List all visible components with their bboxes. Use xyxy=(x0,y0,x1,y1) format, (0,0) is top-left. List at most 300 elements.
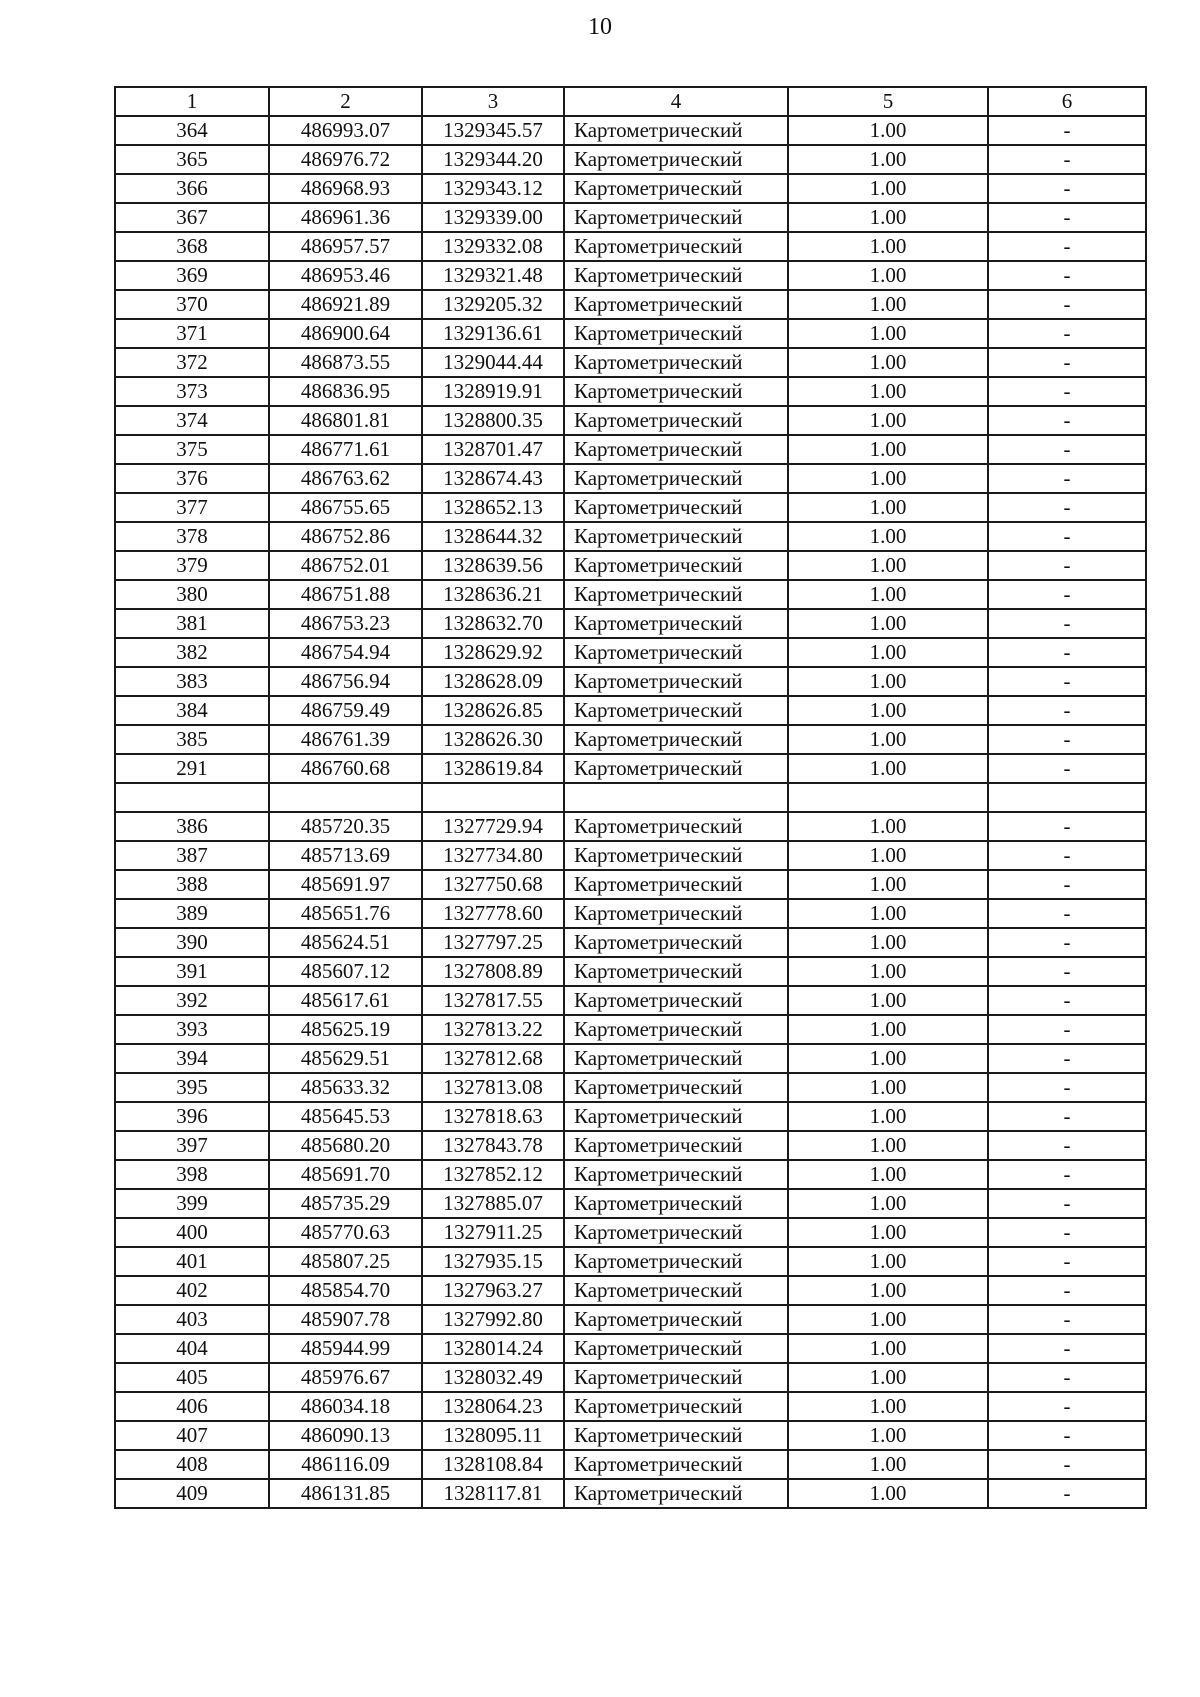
point-number-cell: 403 xyxy=(115,1305,269,1334)
table-row xyxy=(115,348,1146,377)
y-coordinate-cell: 1328644.32 xyxy=(422,522,564,551)
table-row xyxy=(115,609,1146,638)
y-coordinate-cell: 1327992.80 xyxy=(422,1305,564,1334)
table-row xyxy=(115,551,1146,580)
y-coordinate-cell: 1327812.68 xyxy=(422,1044,564,1073)
description-cell: - xyxy=(988,1015,1146,1044)
point-number-cell: 371 xyxy=(115,319,269,348)
x-coordinate-cell: 486760.68 xyxy=(269,754,422,783)
method-cell: Картометрический xyxy=(564,1363,788,1392)
point-number-cell: 370 xyxy=(115,290,269,319)
table-row xyxy=(115,1276,1146,1305)
table-row xyxy=(115,928,1146,957)
description-cell: - xyxy=(988,290,1146,319)
y-coordinate-cell: 1329332.08 xyxy=(422,232,564,261)
method-cell: Картометрический xyxy=(564,609,788,638)
accuracy-cell: 1.00 xyxy=(788,1160,988,1189)
table-row xyxy=(115,580,1146,609)
point-number-cell: 376 xyxy=(115,464,269,493)
method-cell: Картометрический xyxy=(564,174,788,203)
accuracy-cell: 1.00 xyxy=(788,551,988,580)
table-row xyxy=(115,261,1146,290)
method-cell: Картометрический xyxy=(564,1218,788,1247)
description-cell: - xyxy=(988,928,1146,957)
x-coordinate-cell: 485680.20 xyxy=(269,1131,422,1160)
x-coordinate-cell: 485645.53 xyxy=(269,1102,422,1131)
y-coordinate-cell: 1329345.57 xyxy=(422,116,564,145)
accuracy-cell: 1.00 xyxy=(788,377,988,406)
description-cell: - xyxy=(988,435,1146,464)
method-cell: Картометрический xyxy=(564,1305,788,1334)
table-row xyxy=(115,377,1146,406)
table-row xyxy=(115,986,1146,1015)
method-cell: Картометрический xyxy=(564,145,788,174)
point-number-cell: 373 xyxy=(115,377,269,406)
method-cell: Картометрический xyxy=(564,116,788,145)
table-row xyxy=(115,1479,1146,1508)
description-cell: - xyxy=(988,696,1146,725)
y-coordinate-cell: 1327813.22 xyxy=(422,1015,564,1044)
y-coordinate-cell: 1327797.25 xyxy=(422,928,564,957)
method-cell: Картометрический xyxy=(564,377,788,406)
description-cell: - xyxy=(988,725,1146,754)
method-cell: Картометрический xyxy=(564,986,788,1015)
table-row xyxy=(115,957,1146,986)
point-number-cell: 372 xyxy=(115,348,269,377)
description-cell: - xyxy=(988,1160,1146,1189)
method-cell: Картометрический xyxy=(564,203,788,232)
x-coordinate-cell: 486873.55 xyxy=(269,348,422,377)
accuracy-cell: 1.00 xyxy=(788,1392,988,1421)
table-row xyxy=(115,435,1146,464)
description-cell: - xyxy=(988,870,1146,899)
method-cell: Картометрический xyxy=(564,493,788,522)
y-coordinate-cell: 1328619.84 xyxy=(422,754,564,783)
x-coordinate-cell: 486957.57 xyxy=(269,232,422,261)
table-row xyxy=(115,754,1146,783)
table-row xyxy=(115,232,1146,261)
point-number-cell: 386 xyxy=(115,812,269,841)
description-cell: - xyxy=(988,1479,1146,1508)
point-number-cell: 407 xyxy=(115,1421,269,1450)
point-number-cell: 379 xyxy=(115,551,269,580)
x-coordinate-cell: 486755.65 xyxy=(269,493,422,522)
point-number-cell: 408 xyxy=(115,1450,269,1479)
description-cell: - xyxy=(988,1363,1146,1392)
method-cell: Картометрический xyxy=(564,464,788,493)
x-coordinate-cell: 485770.63 xyxy=(269,1218,422,1247)
method-cell: Картометрический xyxy=(564,1421,788,1450)
accuracy-cell: 1.00 xyxy=(788,493,988,522)
method-cell: Картометрический xyxy=(564,754,788,783)
description-cell: - xyxy=(988,116,1146,145)
description-cell: - xyxy=(988,899,1146,928)
method-cell: Картометрический xyxy=(564,1131,788,1160)
point-number-cell: 365 xyxy=(115,145,269,174)
y-coordinate-cell: 1328919.91 xyxy=(422,377,564,406)
accuracy-cell: 1.00 xyxy=(788,986,988,1015)
y-coordinate-cell: 1329136.61 xyxy=(422,319,564,348)
y-coordinate-cell: 1329339.00 xyxy=(422,203,564,232)
accuracy-cell: 1.00 xyxy=(788,116,988,145)
point-number-cell: 367 xyxy=(115,203,269,232)
table-row xyxy=(115,667,1146,696)
description-cell: - xyxy=(988,667,1146,696)
x-coordinate-cell: 485807.25 xyxy=(269,1247,422,1276)
method-cell: Картометрический xyxy=(564,1102,788,1131)
description-cell: - xyxy=(988,1421,1146,1450)
y-coordinate-cell: 1327963.27 xyxy=(422,1276,564,1305)
accuracy-cell: 1.00 xyxy=(788,609,988,638)
x-coordinate-cell: 485907.78 xyxy=(269,1305,422,1334)
y-coordinate-cell: 1328117.81 xyxy=(422,1479,564,1508)
x-coordinate-cell: 486752.01 xyxy=(269,551,422,580)
x-coordinate-cell: 486131.85 xyxy=(269,1479,422,1508)
description-cell: - xyxy=(988,580,1146,609)
y-coordinate-cell: 1328064.23 xyxy=(422,1392,564,1421)
header-cell-3: 3 xyxy=(422,87,564,116)
table-row xyxy=(115,1334,1146,1363)
point-number-cell: 387 xyxy=(115,841,269,870)
point-number-cell: 383 xyxy=(115,667,269,696)
point-number-cell: 392 xyxy=(115,986,269,1015)
description-cell: - xyxy=(988,319,1146,348)
description-cell: - xyxy=(988,1218,1146,1247)
description-cell: - xyxy=(988,261,1146,290)
y-coordinate-cell: 1327729.94 xyxy=(422,812,564,841)
accuracy-cell: 1.00 xyxy=(788,1450,988,1479)
header-cell-2: 2 xyxy=(269,87,422,116)
x-coordinate-cell: 485854.70 xyxy=(269,1276,422,1305)
x-coordinate-cell: 486961.36 xyxy=(269,203,422,232)
y-coordinate-cell: 1329343.12 xyxy=(422,174,564,203)
accuracy-cell: 1.00 xyxy=(788,638,988,667)
table-row xyxy=(115,1160,1146,1189)
x-coordinate-cell: 485607.12 xyxy=(269,957,422,986)
table-row xyxy=(115,725,1146,754)
y-coordinate-cell: 1329321.48 xyxy=(422,261,564,290)
accuracy-cell: 1.00 xyxy=(788,406,988,435)
method-cell: Картометрический xyxy=(564,435,788,464)
accuracy-cell: 1.00 xyxy=(788,899,988,928)
table-row xyxy=(115,783,1146,812)
description-cell: - xyxy=(988,464,1146,493)
description-cell: - xyxy=(988,1392,1146,1421)
table-row xyxy=(115,1450,1146,1479)
table-row xyxy=(115,812,1146,841)
point-number-cell: 399 xyxy=(115,1189,269,1218)
accuracy-cell: 1.00 xyxy=(788,145,988,174)
accuracy-cell: 1.00 xyxy=(788,290,988,319)
x-coordinate-cell: 485625.19 xyxy=(269,1015,422,1044)
accuracy-cell: 1.00 xyxy=(788,1479,988,1508)
accuracy-cell: 1.00 xyxy=(788,1421,988,1450)
table-row xyxy=(115,1218,1146,1247)
method-cell: Картометрический xyxy=(564,841,788,870)
description-cell: - xyxy=(988,551,1146,580)
accuracy-cell: 1.00 xyxy=(788,1189,988,1218)
point-number-cell: 385 xyxy=(115,725,269,754)
y-coordinate-cell: 1328014.24 xyxy=(422,1334,564,1363)
table-row xyxy=(115,696,1146,725)
accuracy-cell: 1.00 xyxy=(788,667,988,696)
method-cell: Картометрический xyxy=(564,319,788,348)
point-number-cell: 380 xyxy=(115,580,269,609)
point-number-cell xyxy=(115,783,269,812)
y-coordinate-cell: 1329044.44 xyxy=(422,348,564,377)
description-cell: - xyxy=(988,1276,1146,1305)
x-coordinate-cell: 486759.49 xyxy=(269,696,422,725)
y-coordinate-cell: 1328032.49 xyxy=(422,1363,564,1392)
x-coordinate-cell: 486900.64 xyxy=(269,319,422,348)
accuracy-cell: 1.00 xyxy=(788,203,988,232)
x-coordinate-cell: 485691.70 xyxy=(269,1160,422,1189)
accuracy-cell: 1.00 xyxy=(788,957,988,986)
method-cell: Картометрический xyxy=(564,261,788,290)
x-coordinate-cell: 486993.07 xyxy=(269,116,422,145)
description-cell xyxy=(988,783,1146,812)
description-cell: - xyxy=(988,1247,1146,1276)
accuracy-cell: 1.00 xyxy=(788,1305,988,1334)
description-cell: - xyxy=(988,1189,1146,1218)
accuracy-cell: 1.00 xyxy=(788,1218,988,1247)
x-coordinate-cell: 485691.97 xyxy=(269,870,422,899)
point-number-cell: 396 xyxy=(115,1102,269,1131)
y-coordinate-cell: 1327843.78 xyxy=(422,1131,564,1160)
y-coordinate-cell: 1327935.15 xyxy=(422,1247,564,1276)
point-number-cell: 406 xyxy=(115,1392,269,1421)
point-number-cell: 390 xyxy=(115,928,269,957)
method-cell xyxy=(564,783,788,812)
point-number-cell: 405 xyxy=(115,1363,269,1392)
header-cell-1: 1 xyxy=(115,87,269,116)
method-cell: Картометрический xyxy=(564,812,788,841)
method-cell: Картометрический xyxy=(564,1334,788,1363)
y-coordinate-cell: 1328800.35 xyxy=(422,406,564,435)
y-coordinate-cell: 1329205.32 xyxy=(422,290,564,319)
table-row xyxy=(115,174,1146,203)
method-cell: Картометрический xyxy=(564,551,788,580)
x-coordinate-cell: 485944.99 xyxy=(269,1334,422,1363)
y-coordinate-cell: 1328628.09 xyxy=(422,667,564,696)
point-number-cell: 377 xyxy=(115,493,269,522)
accuracy-cell: 1.00 xyxy=(788,696,988,725)
description-cell: - xyxy=(988,1044,1146,1073)
accuracy-cell: 1.00 xyxy=(788,1247,988,1276)
table-row xyxy=(115,1073,1146,1102)
x-coordinate-cell: 486801.81 xyxy=(269,406,422,435)
y-coordinate-cell: 1328108.84 xyxy=(422,1450,564,1479)
accuracy-cell: 1.00 xyxy=(788,232,988,261)
y-coordinate-cell: 1328701.47 xyxy=(422,435,564,464)
x-coordinate-cell: 485713.69 xyxy=(269,841,422,870)
point-number-cell: 400 xyxy=(115,1218,269,1247)
table-row xyxy=(115,638,1146,667)
point-number-cell: 391 xyxy=(115,957,269,986)
x-coordinate-cell: 485735.29 xyxy=(269,1189,422,1218)
y-coordinate-cell: 1328095.11 xyxy=(422,1421,564,1450)
point-number-cell: 384 xyxy=(115,696,269,725)
table-row xyxy=(115,1102,1146,1131)
accuracy-cell: 1.00 xyxy=(788,1131,988,1160)
x-coordinate-cell xyxy=(269,783,422,812)
y-coordinate-cell: 1327750.68 xyxy=(422,870,564,899)
y-coordinate-cell: 1327808.89 xyxy=(422,957,564,986)
y-coordinate-cell: 1328636.21 xyxy=(422,580,564,609)
table-header-row xyxy=(115,87,1146,116)
table-row xyxy=(115,1015,1146,1044)
accuracy-cell: 1.00 xyxy=(788,1276,988,1305)
table-row xyxy=(115,899,1146,928)
accuracy-cell: 1.00 xyxy=(788,435,988,464)
method-cell: Картометрический xyxy=(564,1189,788,1218)
description-cell: - xyxy=(988,1450,1146,1479)
point-number-cell: 374 xyxy=(115,406,269,435)
y-coordinate-cell: 1329344.20 xyxy=(422,145,564,174)
method-cell: Картометрический xyxy=(564,1073,788,1102)
method-cell: Картометрический xyxy=(564,667,788,696)
point-number-cell: 397 xyxy=(115,1131,269,1160)
y-coordinate-cell: 1327813.08 xyxy=(422,1073,564,1102)
table-row xyxy=(115,1392,1146,1421)
accuracy-cell xyxy=(788,783,988,812)
description-cell: - xyxy=(988,638,1146,667)
accuracy-cell: 1.00 xyxy=(788,1363,988,1392)
description-cell: - xyxy=(988,1102,1146,1131)
method-cell: Картометрический xyxy=(564,522,788,551)
accuracy-cell: 1.00 xyxy=(788,348,988,377)
header-cell-6: 6 xyxy=(988,87,1146,116)
x-coordinate-cell: 486756.94 xyxy=(269,667,422,696)
y-coordinate-cell: 1327852.12 xyxy=(422,1160,564,1189)
x-coordinate-cell: 486976.72 xyxy=(269,145,422,174)
y-coordinate-cell: 1328626.85 xyxy=(422,696,564,725)
x-coordinate-cell: 486754.94 xyxy=(269,638,422,667)
accuracy-cell: 1.00 xyxy=(788,1073,988,1102)
method-cell: Картометрический xyxy=(564,957,788,986)
table-row xyxy=(115,1305,1146,1334)
description-cell: - xyxy=(988,406,1146,435)
table-row xyxy=(115,319,1146,348)
point-number-cell: 291 xyxy=(115,754,269,783)
accuracy-cell: 1.00 xyxy=(788,812,988,841)
method-cell: Картометрический xyxy=(564,1015,788,1044)
point-number-cell: 375 xyxy=(115,435,269,464)
description-cell: - xyxy=(988,1334,1146,1363)
point-number-cell: 378 xyxy=(115,522,269,551)
accuracy-cell: 1.00 xyxy=(788,261,988,290)
accuracy-cell: 1.00 xyxy=(788,725,988,754)
table-row xyxy=(115,406,1146,435)
point-number-cell: 409 xyxy=(115,1479,269,1508)
x-coordinate-cell: 486968.93 xyxy=(269,174,422,203)
x-coordinate-cell: 486953.46 xyxy=(269,261,422,290)
page-number: 10 xyxy=(588,14,612,40)
table-row xyxy=(115,464,1146,493)
method-cell: Картометрический xyxy=(564,638,788,667)
y-coordinate-cell: 1327817.55 xyxy=(422,986,564,1015)
x-coordinate-cell: 486763.62 xyxy=(269,464,422,493)
x-coordinate-cell: 486116.09 xyxy=(269,1450,422,1479)
point-number-cell: 366 xyxy=(115,174,269,203)
description-cell: - xyxy=(988,754,1146,783)
accuracy-cell: 1.00 xyxy=(788,522,988,551)
y-coordinate-cell xyxy=(422,783,564,812)
description-cell: - xyxy=(988,377,1146,406)
y-coordinate-cell: 1327734.80 xyxy=(422,841,564,870)
y-coordinate-cell: 1328639.56 xyxy=(422,551,564,580)
description-cell: - xyxy=(988,203,1146,232)
table-row xyxy=(115,116,1146,145)
method-cell: Картометрический xyxy=(564,1479,788,1508)
accuracy-cell: 1.00 xyxy=(788,870,988,899)
x-coordinate-cell: 486751.88 xyxy=(269,580,422,609)
x-coordinate-cell: 485633.32 xyxy=(269,1073,422,1102)
description-cell: - xyxy=(988,1305,1146,1334)
y-coordinate-cell: 1328626.30 xyxy=(422,725,564,754)
point-number-cell: 389 xyxy=(115,899,269,928)
method-cell: Картометрический xyxy=(564,406,788,435)
accuracy-cell: 1.00 xyxy=(788,174,988,203)
description-cell: - xyxy=(988,493,1146,522)
x-coordinate-cell: 486771.61 xyxy=(269,435,422,464)
table-row xyxy=(115,1044,1146,1073)
coordinates-table xyxy=(114,86,1147,1509)
table-row xyxy=(115,1421,1146,1450)
accuracy-cell: 1.00 xyxy=(788,841,988,870)
accuracy-cell: 1.00 xyxy=(788,1102,988,1131)
y-coordinate-cell: 1328629.92 xyxy=(422,638,564,667)
table-row xyxy=(115,1189,1146,1218)
point-number-cell: 394 xyxy=(115,1044,269,1073)
point-number-cell: 402 xyxy=(115,1276,269,1305)
x-coordinate-cell: 485720.35 xyxy=(269,812,422,841)
table-row xyxy=(115,1131,1146,1160)
method-cell: Картометрический xyxy=(564,232,788,261)
method-cell: Картометрический xyxy=(564,870,788,899)
x-coordinate-cell: 486761.39 xyxy=(269,725,422,754)
method-cell: Картометрический xyxy=(564,1247,788,1276)
accuracy-cell: 1.00 xyxy=(788,580,988,609)
method-cell: Картометрический xyxy=(564,725,788,754)
point-number-cell: 388 xyxy=(115,870,269,899)
header-cell-4: 4 xyxy=(564,87,788,116)
point-number-cell: 364 xyxy=(115,116,269,145)
table-row xyxy=(115,145,1146,174)
y-coordinate-cell: 1328652.13 xyxy=(422,493,564,522)
x-coordinate-cell: 486753.23 xyxy=(269,609,422,638)
table-row xyxy=(115,290,1146,319)
method-cell: Картометрический xyxy=(564,1160,788,1189)
table-row xyxy=(115,493,1146,522)
description-cell: - xyxy=(988,145,1146,174)
point-number-cell: 395 xyxy=(115,1073,269,1102)
table-row xyxy=(115,522,1146,551)
y-coordinate-cell: 1327818.63 xyxy=(422,1102,564,1131)
method-cell: Картометрический xyxy=(564,928,788,957)
description-cell: - xyxy=(988,1131,1146,1160)
accuracy-cell: 1.00 xyxy=(788,464,988,493)
method-cell: Картометрический xyxy=(564,696,788,725)
description-cell: - xyxy=(988,1073,1146,1102)
accuracy-cell: 1.00 xyxy=(788,1015,988,1044)
x-coordinate-cell: 485651.76 xyxy=(269,899,422,928)
table-row xyxy=(115,1363,1146,1392)
y-coordinate-cell: 1327778.60 xyxy=(422,899,564,928)
accuracy-cell: 1.00 xyxy=(788,928,988,957)
description-cell: - xyxy=(988,957,1146,986)
x-coordinate-cell: 486921.89 xyxy=(269,290,422,319)
